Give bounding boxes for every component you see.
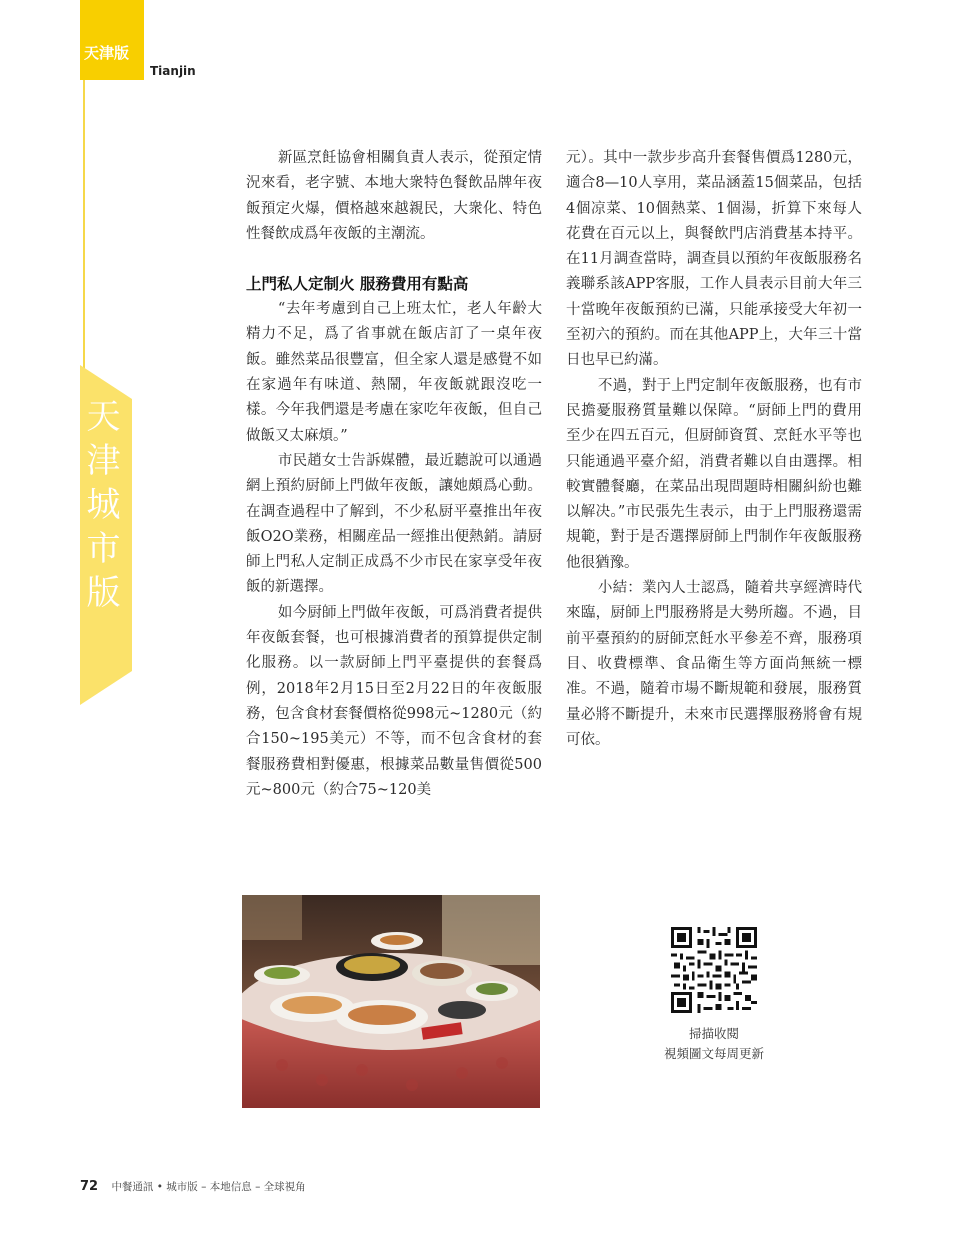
article-left-column	[246, 146, 542, 803]
banquet-table-illustration	[242, 895, 540, 1108]
qr-caption-line: 掃描收閱	[688, 1026, 739, 1041]
footer-text: 中餐通訊 • 城市版 – 本地信息 – 全球視角	[111, 1181, 306, 1193]
article-right-column	[566, 146, 862, 753]
paragraph: 不過，對于上門定制年夜飯服務，也有市民擔憂服務質量難以保障。“厨師上門的費用至少在四五百元，但厨師資質、烹飪水平等也只能通過平臺介紹，消費者難以自由選擇。相較實體餐廳，在菜品出現問題時相關糾紛也難以解决。”市民張先生表示，由于上門服務還需規範，對于是否選擇厨師上門制作年夜飯服務他很猶豫。	[566, 377, 862, 571]
section-heading: 上門私人定制火 服務費用有點高	[246, 275, 469, 294]
paragraph: 新區烹飪協會相關負責人表示，從預定情況來看，老字號、本地大衆特色餐飲品牌年夜飯預定火爆，價格越來越親民，大衆化、特色性餐飲成爲年夜飯的主潮流。	[246, 150, 542, 242]
paragraph: 市民趙女士告訴媒體，最近聽說可以通過網上預約厨師上門做年夜飯，讓她頗爲心動。在調查過程中了解到，不少私厨平臺推出年夜飯O2O業務，相關産品一經推出便熱銷。請厨師上門私人定制正成爲不少市民在家享受年夜飯的新選擇。	[246, 452, 542, 596]
qr-caption	[628, 1024, 800, 1064]
edition-english-label: Tianjin	[150, 64, 196, 78]
qr-code[interactable]	[671, 927, 757, 1013]
side-banner-label: 天津城市版	[80, 398, 120, 618]
paragraph: 小結：業內人士認爲，隨着共享經濟時代來臨，厨師上門服務將是大勢所趨。不過，目前平臺預約的厨師烹飪水平參差不齊，服務項目、收費標準、食品衛生等方面尚無統一標准。不過，隨着市場不斷規範和發展，服務質量必將不斷提升，未來市民選擇服務將會有規可依。	[566, 580, 862, 748]
edition-tab-label: 天津版	[84, 44, 130, 62]
banquet-table-photo	[242, 895, 540, 1108]
margin-guide-line	[83, 80, 85, 375]
qr-caption-line: 視頻圖文每周更新	[663, 1046, 764, 1061]
page-footer	[80, 1179, 306, 1194]
paragraph: 元）。其中一款步步高升套餐售價爲1280元，適合8—10人享用，菜品涵蓋15個菜品，包括4個凉菜、10個熱菜、1個湯，折算下來每人花費在百元以上，與餐飲門店消費基本持平。在11月調查當時，調查員以預約年夜飯服務名義聯系該APP客服，工作人員表示目前大年三十當晚年夜飯預約已滿，只能承接受大年初一至初六的預約。而在其他APP上，大年三十當日也早已約滿。	[566, 150, 862, 369]
qr-code-icon	[671, 927, 757, 1013]
edition-tab	[80, 0, 144, 80]
paragraph: 如今厨師上門做年夜飯，可爲消費者提供年夜飯套餐，也可根據消費者的預算提供定制化服務。以一款厨師上門平臺提供的套餐爲例，2018年2月15日至2月22日的年夜飯服務，包含食材套餐價格從998元~1280元（約合150~195美元）不等，而不包含食材的套餐服務費相對優惠，根據菜品數量售價從500元~800元（約合75~120美	[246, 604, 542, 798]
paragraph: “去年考慮到自己上班太忙，老人年齡大精力不足，爲了省事就在飯店訂了一桌年夜飯。雖然菜品很豐富，但全家人還是感覺不如在家過年有味道、熱鬧，年夜飯就跟沒吃一樣。今年我們還是考慮在家吃年夜飯，但自己做飯又太麻煩。”	[246, 301, 542, 444]
page-number: 72	[80, 1179, 99, 1194]
